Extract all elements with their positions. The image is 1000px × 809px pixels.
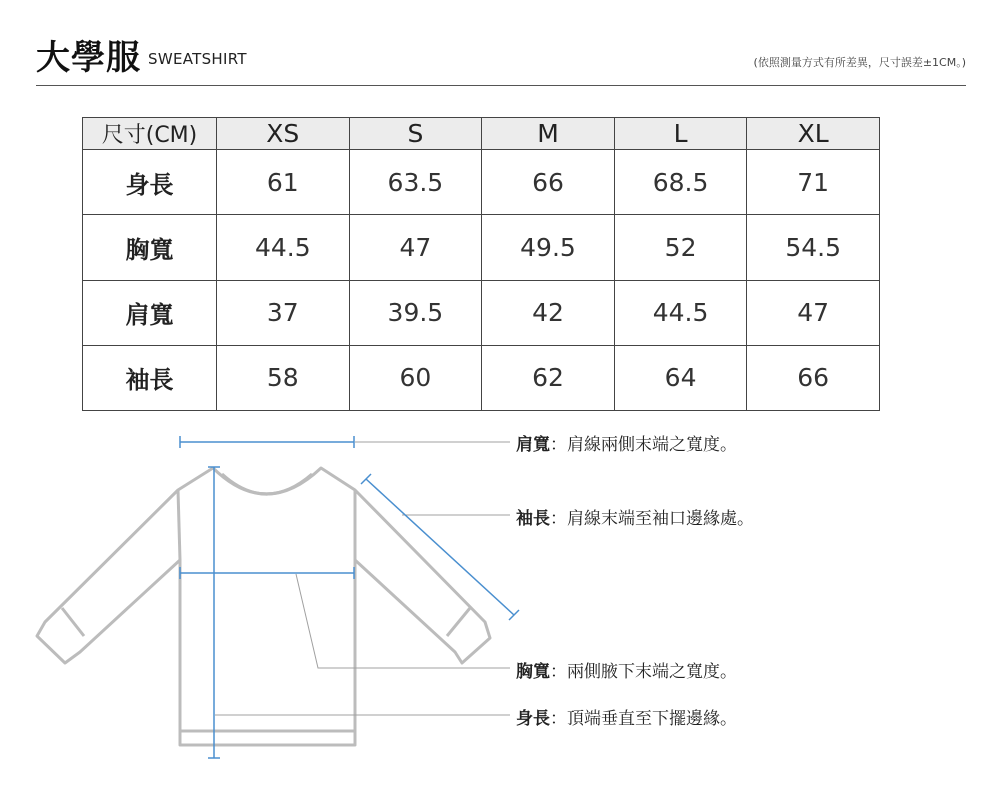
- table-cell: 52: [614, 215, 747, 280]
- left-side-seam: [178, 490, 180, 560]
- size-header-l: L: [614, 118, 747, 150]
- table-cell: 68.5: [614, 150, 747, 215]
- chest-leader: [296, 574, 510, 668]
- legend-desc: ：兩側腋下末端之寬度。: [550, 662, 737, 682]
- page-header: [36, 30, 966, 86]
- table-cell: 47: [349, 215, 482, 280]
- left-cuff-line: [62, 608, 84, 636]
- table-cell: 42: [482, 280, 615, 345]
- table-cell: 44.5: [217, 215, 350, 280]
- table-row: [83, 280, 880, 345]
- table-cell: 66: [747, 345, 880, 410]
- table-cell: 64: [614, 345, 747, 410]
- legend-term: 胸寬: [516, 662, 550, 682]
- table-cell: 49.5: [482, 215, 615, 280]
- sleeve-measure-line: [366, 479, 514, 615]
- page-subtitle: SWEATSHIRT: [148, 50, 247, 68]
- row-label-chest-width: 胸寬: [83, 215, 217, 280]
- legend-desc: ：頂端垂直至下擺邊緣。: [550, 709, 737, 729]
- legend-desc: ：肩線兩側末端之寬度。: [550, 435, 737, 455]
- legend-term: 袖長: [516, 509, 550, 529]
- legend-term: 肩寬: [516, 435, 550, 455]
- table-cell: 47: [747, 280, 880, 345]
- table-cell: 62: [482, 345, 615, 410]
- table-cell: 37: [217, 280, 350, 345]
- legend-desc: ：肩線末端至袖口邊緣處。: [550, 509, 754, 529]
- row-label-shoulder-width: 肩寬: [83, 280, 217, 345]
- table-cell: 60: [349, 345, 482, 410]
- table-cell: 58: [217, 345, 350, 410]
- size-header-xl: XL: [747, 118, 880, 150]
- table-cell: 66: [482, 150, 615, 215]
- table-cell: 39.5: [349, 280, 482, 345]
- size-header-s: S: [349, 118, 482, 150]
- size-header-xs: XS: [217, 118, 350, 150]
- table-row: [83, 215, 880, 280]
- sweatshirt-outline: [37, 468, 490, 745]
- size-header-row: [83, 118, 880, 150]
- row-label-body-length: 身長: [83, 150, 217, 215]
- table-cell: 61: [217, 150, 350, 215]
- size-unit-header: 尺寸(CM): [83, 118, 217, 150]
- sweatshirt-measurement-diagram: [0, 420, 1000, 809]
- tolerance-note: (依照測量方式有所差異，尺寸誤差±1CM。): [753, 56, 966, 69]
- table-cell: 63.5: [349, 150, 482, 215]
- table-cell: 71: [747, 150, 880, 215]
- legend-chest-width: [516, 657, 737, 682]
- size-header-m: M: [482, 118, 615, 150]
- legend-shoulder-width: [516, 430, 737, 455]
- legend-term: 身長: [516, 709, 550, 729]
- page-title: 大學服: [36, 38, 141, 78]
- size-chart-table: [82, 117, 880, 411]
- table-cell: 54.5: [747, 215, 880, 280]
- legend-sleeve-length: [516, 504, 754, 529]
- right-cuff-line: [447, 608, 470, 636]
- table-cell: 44.5: [614, 280, 747, 345]
- sweatshirt-body-outline: [37, 468, 490, 745]
- legend-body-length: [516, 704, 737, 729]
- table-row: [83, 345, 880, 410]
- neckline-inner: [222, 474, 312, 494]
- row-label-sleeve-length: 袖長: [83, 345, 217, 410]
- header-divider: [36, 85, 966, 86]
- table-row: [83, 150, 880, 215]
